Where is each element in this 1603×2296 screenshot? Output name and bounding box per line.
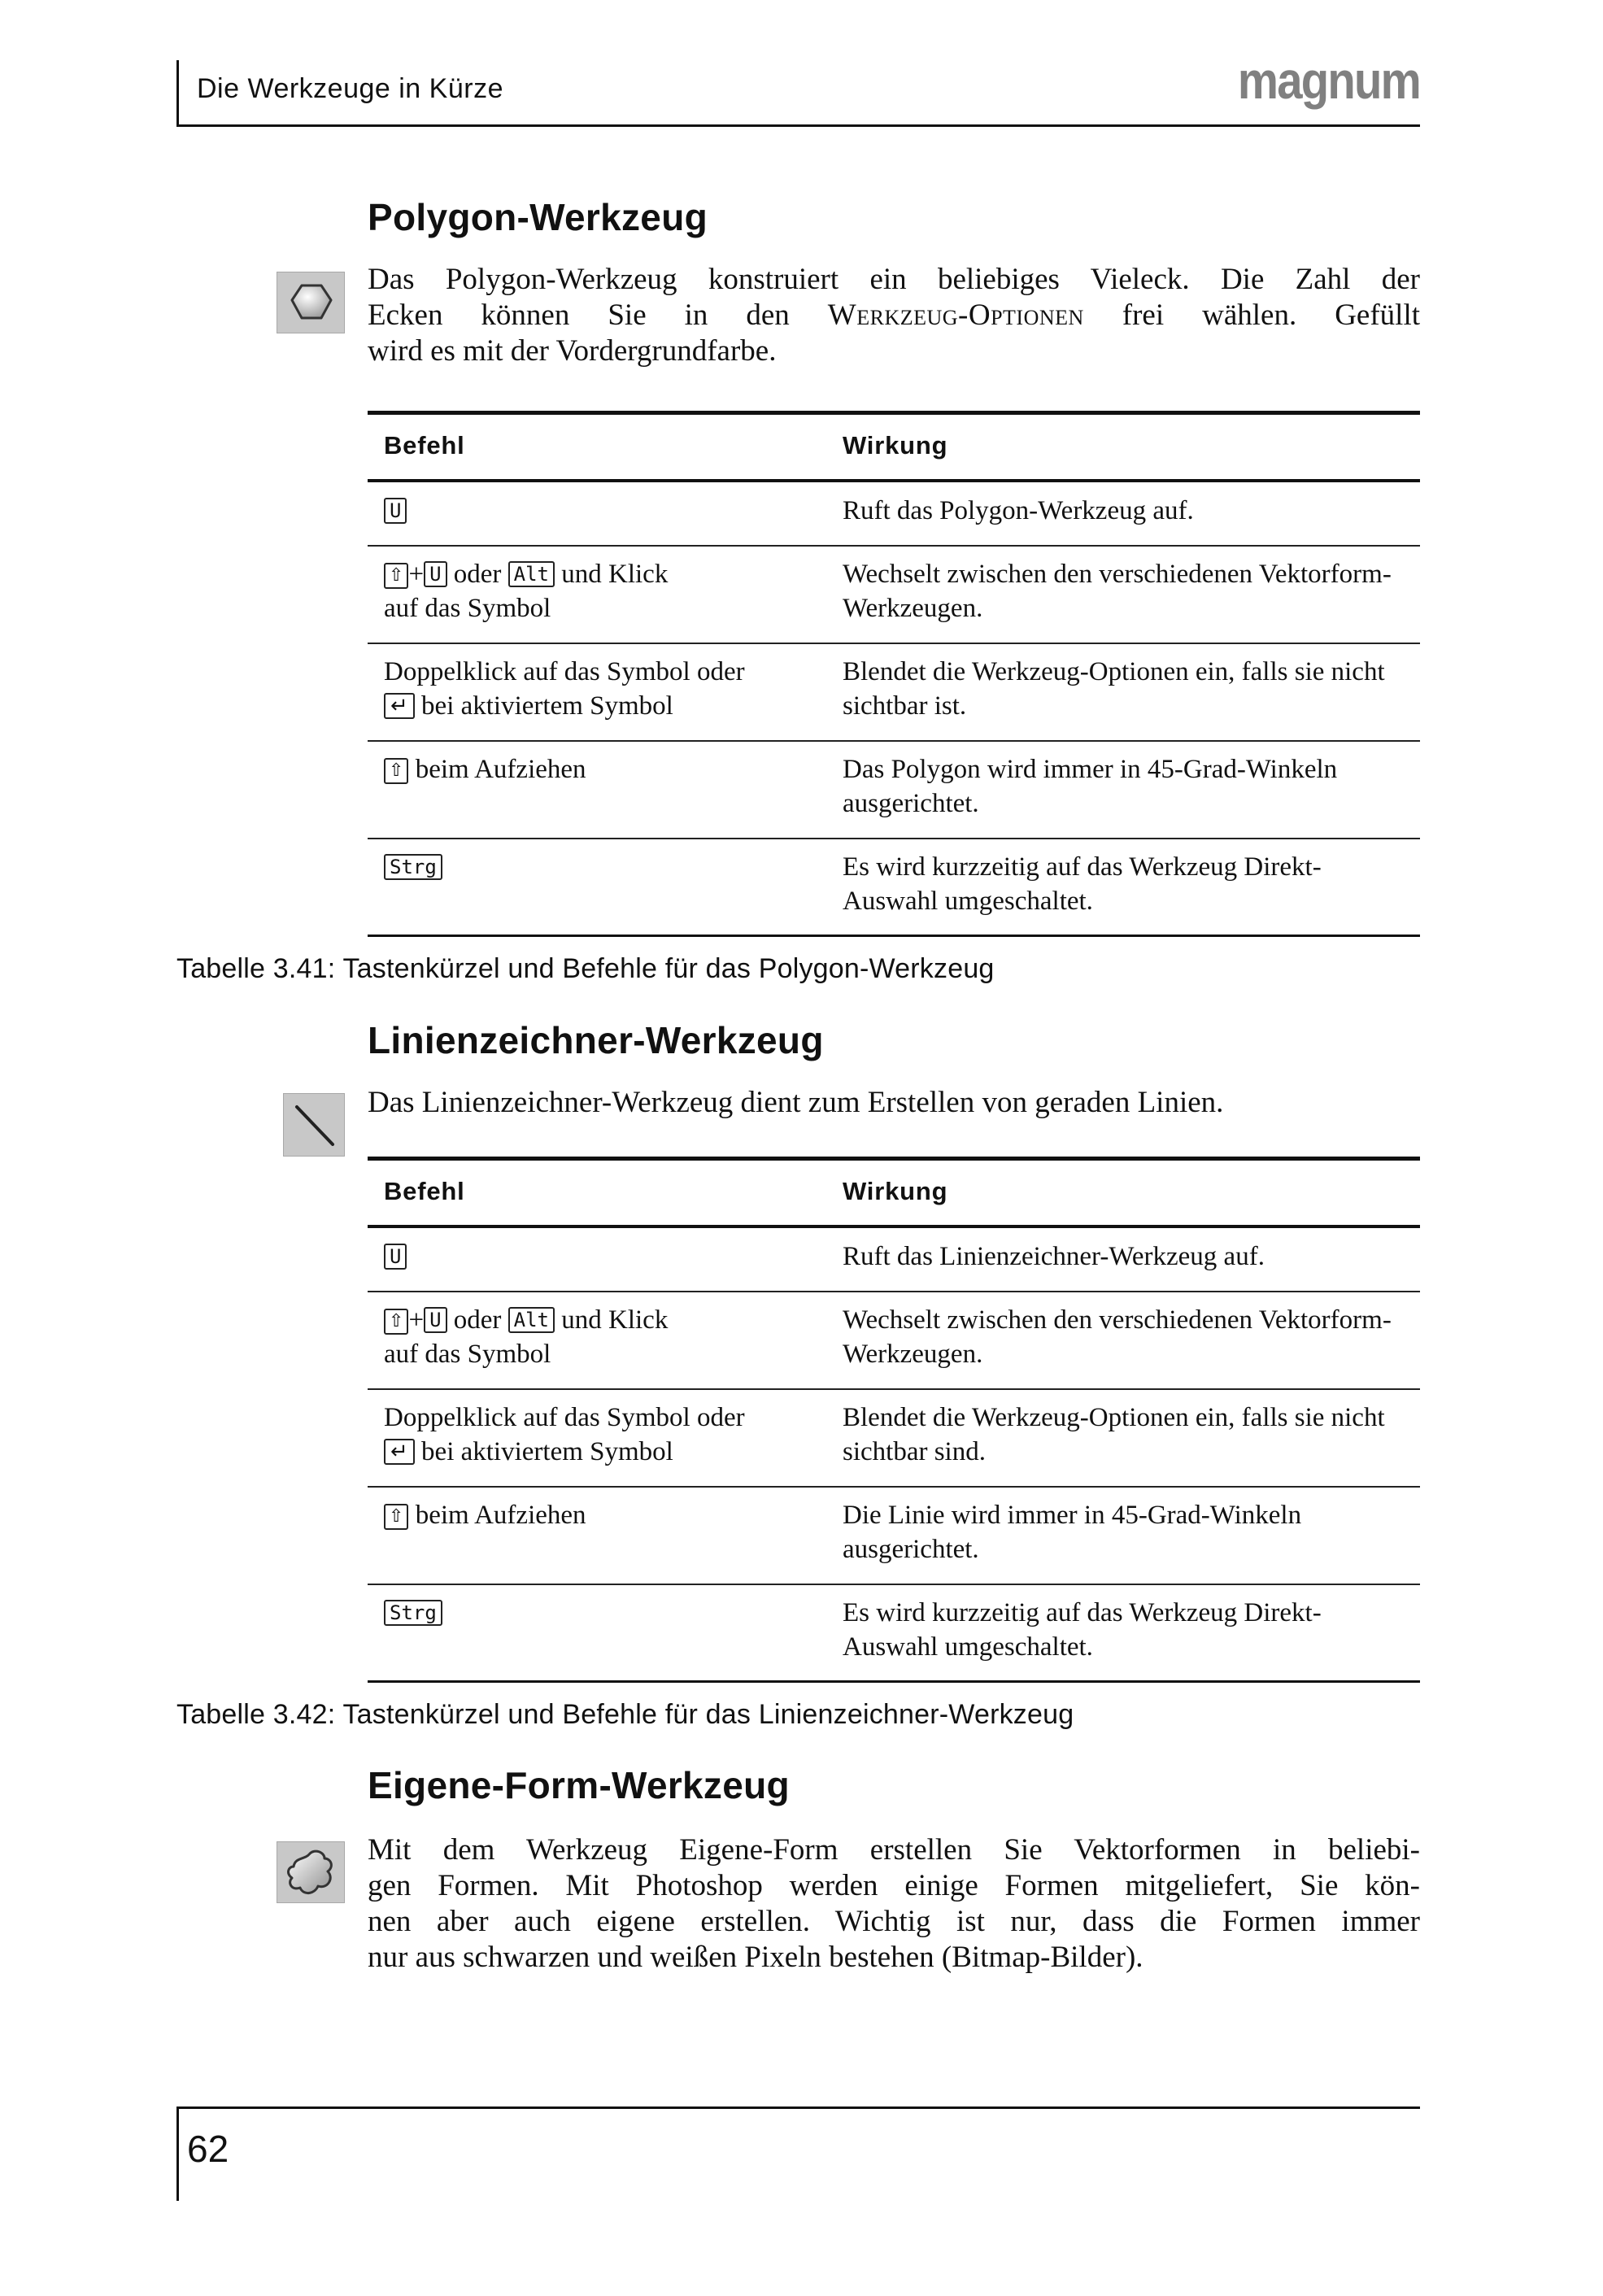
col-header-wirkung: Wirkung xyxy=(843,431,948,460)
word-doppelklick: Doppelklick auf das Symbol oder xyxy=(384,1403,745,1432)
word-oder: oder xyxy=(453,1305,502,1335)
table-cell-effect: Blendet die Werkzeug-Optionen ein, falls sie nicht sichtbar ist. xyxy=(843,657,1385,721)
col-header-befehl: Befehl xyxy=(384,1177,465,1205)
plus-sign: + xyxy=(408,560,425,589)
table-cell-effect: Ruft das Linienzeichner-Werkzeug auf. xyxy=(843,1242,1265,1271)
polygon-intro xyxy=(368,262,1420,369)
table-rule-bottom xyxy=(368,1680,1420,1683)
word-bei-aktiviertem: bei aktiviertem Symbol xyxy=(421,1437,673,1466)
header-rule-vertical xyxy=(176,60,179,127)
table-cell-command xyxy=(384,1239,823,1274)
intro-line: Das Polygon-Werkzeug konstruiert ein beliebiges Vieleck. Die Zahl der xyxy=(368,263,1420,296)
footer-rule-horizontal xyxy=(176,2106,1420,2109)
custom-shape-tool-icon xyxy=(277,1841,345,1903)
intro-line: Das Linienzeichner-Werkzeug dient zum Erstellen von geraden Linien. xyxy=(368,1086,1224,1119)
intro-line: nur aus schwarzen und weißen Pixeln bestehen (Bitmap-Bilder). xyxy=(368,1941,1143,1974)
table-row-divider xyxy=(368,1584,1420,1585)
table-row-divider xyxy=(368,1291,1420,1292)
footer-rule-vertical xyxy=(176,2106,179,2201)
caption-label: Tabelle 3.41: xyxy=(176,953,336,984)
table-cell-effect: Ruft das Polygon-Werkzeug auf. xyxy=(843,496,1194,525)
table-cell-effect: Es wird kurzzeitig auf das Werkzeug Direkt-Auswahl umgeschaltet. xyxy=(843,1598,1322,1662)
table-cell-effect: Wechselt zwischen den verschiedenen Vektorform-Werkzeugen. xyxy=(843,560,1392,623)
key-strg: Strg xyxy=(384,854,442,880)
section-heading-polygon: Polygon-Werkzeug xyxy=(368,196,708,238)
key-alt: Alt xyxy=(508,561,555,587)
intro-line: wird es mit der Vordergrundfarbe. xyxy=(368,334,777,368)
menu-reference: Werkzeug-Optionen xyxy=(827,298,1084,332)
table-cell-effect: Es wird kurzzeitig auf das Werkzeug Direkt-Auswahl umgeschaltet. xyxy=(843,852,1322,916)
table-rule-bottom xyxy=(368,935,1420,937)
key-shift: ⇧ xyxy=(384,1309,408,1335)
table-rule-top xyxy=(368,411,1420,415)
line-tool-icon xyxy=(283,1093,345,1157)
key-alt: Alt xyxy=(508,1307,555,1333)
intro-line: nen aber auch eigene erstellen. Wichtig ist nur, dass die Formen immer xyxy=(368,1905,1420,1938)
table-caption-3-41 xyxy=(176,953,995,985)
word-doppelklick: Doppelklick auf das Symbol oder xyxy=(384,657,745,686)
intro-fragment: Ecken können Sie in den xyxy=(368,298,828,332)
key-enter: ↵ xyxy=(384,1439,415,1465)
word-bei-aktiviertem: bei aktiviertem Symbol xyxy=(421,691,673,721)
caption-text: Tastenkürzel und Befehle für das Polygon-Werkzeug xyxy=(342,953,995,984)
table-row-divider xyxy=(368,1486,1420,1488)
table-rule-header xyxy=(368,479,1420,482)
table-row-divider xyxy=(368,740,1420,742)
intro-fragment: frei wählen. Gefüllt xyxy=(1083,298,1420,332)
intro-line xyxy=(368,298,1420,333)
header-rule-horizontal xyxy=(176,124,1420,127)
word-und-klick: und Klick xyxy=(561,1305,669,1335)
table-cell-command xyxy=(384,850,823,884)
linienzeichner-intro xyxy=(368,1085,1420,1121)
table-row-divider xyxy=(368,1388,1420,1390)
table-cell-effect: Die Linie wird immer in 45-Grad-Winkeln ausgerichtet. xyxy=(843,1501,1302,1564)
caption-text: Tastenkürzel und Befehle für das Linienzeichner-Werkzeug xyxy=(342,1699,1074,1730)
table-caption-3-42 xyxy=(176,1699,1074,1731)
table-cell-command xyxy=(384,1401,823,1469)
key-u: U xyxy=(424,561,446,587)
linienzeichner-shortcut-table xyxy=(368,1157,1420,1683)
word-auf-das-symbol: auf das Symbol xyxy=(384,1340,551,1369)
word-oder: oder xyxy=(453,560,502,589)
table-cell-command xyxy=(384,494,823,528)
word-beim-aufziehen: beim Aufziehen xyxy=(415,755,586,784)
word-beim-aufziehen: beim Aufziehen xyxy=(415,1501,586,1530)
table-cell-command xyxy=(384,1498,823,1532)
key-u: U xyxy=(384,498,407,524)
word-und-klick: und Klick xyxy=(561,560,669,589)
plus-sign: + xyxy=(408,1305,425,1335)
col-header-befehl: Befehl xyxy=(384,431,465,460)
table-row-divider xyxy=(368,643,1420,644)
word-auf-das-symbol: auf das Symbol xyxy=(384,594,551,623)
table-row-divider xyxy=(368,838,1420,839)
key-enter: ↵ xyxy=(384,693,415,719)
eigene-form-intro xyxy=(368,1832,1420,1976)
table-cell-command xyxy=(384,1596,823,1630)
polygon-tool-icon xyxy=(277,272,345,333)
page-number: 62 xyxy=(187,2128,229,2170)
table-rule-header xyxy=(368,1225,1420,1228)
table-cell-effect: Das Polygon wird immer in 45-Grad-Winkeln ausgerichtet. xyxy=(843,755,1338,818)
table-cell-command xyxy=(384,1303,823,1371)
magnum-logo: magnum xyxy=(1237,51,1420,110)
key-u: U xyxy=(424,1307,446,1333)
table-cell-command xyxy=(384,557,823,625)
table-cell-command xyxy=(384,752,823,786)
intro-line: Mit dem Werkzeug Eigene-Form erstellen Sie Vektorformen in beliebi- xyxy=(368,1833,1420,1867)
table-cell-command xyxy=(384,655,823,723)
intro-line: gen Formen. Mit Photoshop werden einige Formen mitgeliefert, Sie kön- xyxy=(368,1869,1420,1902)
table-rule-top xyxy=(368,1157,1420,1161)
key-shift: ⇧ xyxy=(384,1504,408,1530)
table-cell-effect: Blendet die Werkzeug-Optionen ein, falls sie nicht sichtbar sind. xyxy=(843,1403,1385,1466)
table-cell-effect: Wechselt zwischen den verschiedenen Vektorform-Werkzeugen. xyxy=(843,1305,1392,1369)
key-shift: ⇧ xyxy=(384,563,408,589)
col-header-wirkung: Wirkung xyxy=(843,1177,948,1205)
chapter-title: Die Werkzeuge in Kürze xyxy=(197,73,503,104)
polygon-shortcut-table xyxy=(368,411,1420,937)
caption-label: Tabelle 3.42: xyxy=(176,1699,336,1730)
key-shift: ⇧ xyxy=(384,758,408,784)
key-u: U xyxy=(384,1244,407,1270)
section-heading-linienzeichner: Linienzeichner-Werkzeug xyxy=(368,1019,824,1061)
table-row-divider xyxy=(368,545,1420,547)
section-heading-eigene-form: Eigene-Form-Werkzeug xyxy=(368,1764,790,1806)
key-strg: Strg xyxy=(384,1600,442,1626)
